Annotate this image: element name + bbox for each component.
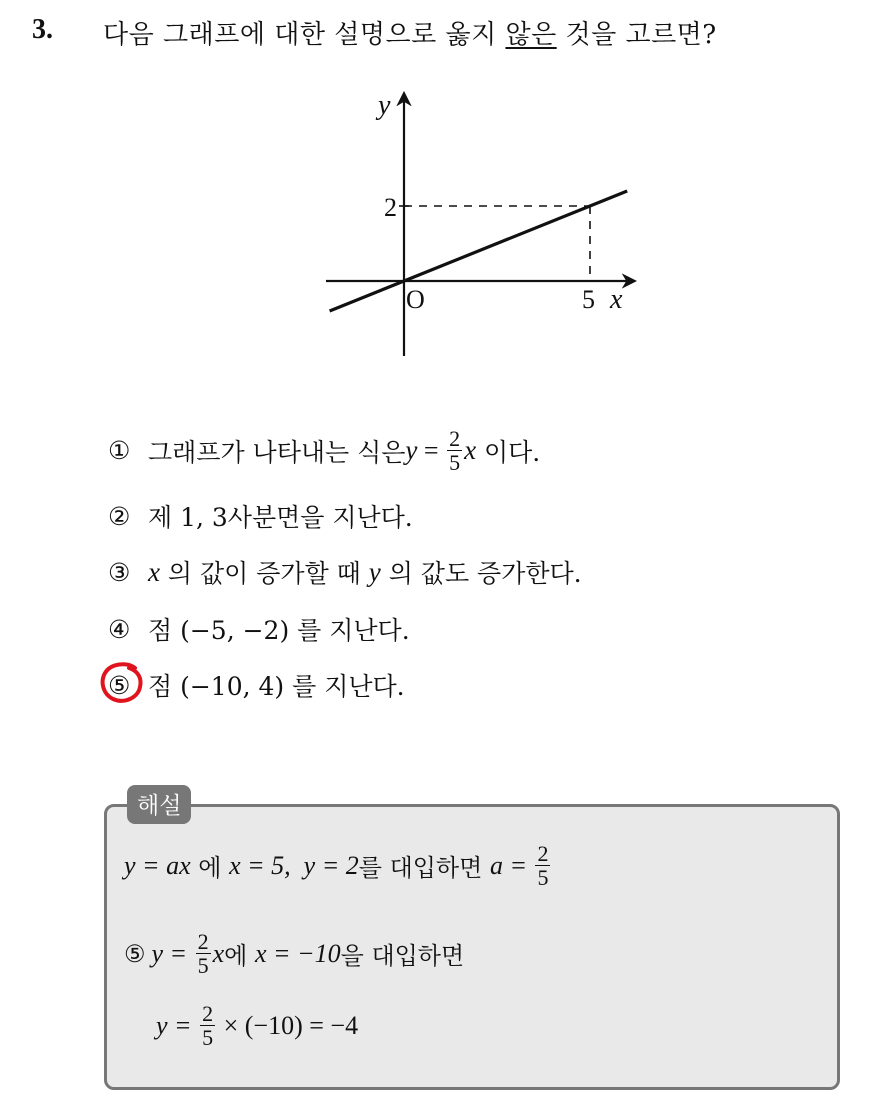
solution-line-2	[124, 930, 464, 977]
choice-1-equals: =	[417, 435, 446, 465]
solution-line-1-fraction	[535, 842, 550, 889]
choice-1-fraction-denominator: 5	[449, 450, 461, 476]
question-text	[103, 14, 717, 51]
choice-4-number: ④	[108, 614, 131, 644]
answer-circle-mark	[99, 660, 145, 704]
choice-1-text-b: 이다.	[476, 437, 541, 467]
solution-line-2-eq1: y =	[151, 938, 194, 968]
solution-line-3-denominator: 5	[202, 1025, 214, 1051]
solution-line-2-num: ⑤	[124, 939, 146, 968]
choice-5-number: ⑤	[108, 670, 131, 700]
choice-4-text: 점 (−5, −2) 를 지난다.	[148, 616, 410, 645]
choice-2-text: 제 1, 3사분면을 지난다.	[148, 503, 413, 532]
solution-tag: 해설	[127, 785, 191, 824]
choice-3[interactable]	[108, 554, 582, 590]
choice-1-var-x: x	[464, 435, 477, 466]
y-tick-label: 2	[384, 193, 397, 222]
choice-5-text: 점 (−10, 4) 를 지난다.	[148, 672, 405, 701]
choice-4[interactable]	[108, 611, 410, 647]
solution-line-1-eq3: a =	[489, 850, 534, 880]
question-text-end: 것을 고르면?	[556, 20, 717, 50]
choice-1-text-a: 그래프가 나타내는 식은	[148, 437, 406, 467]
choice-1-number: ①	[108, 436, 131, 466]
choice-5[interactable]	[108, 667, 405, 703]
y-axis-label: y	[378, 90, 391, 121]
solution-line-1-t1: 에	[190, 854, 230, 883]
solution-line-2-var: x	[212, 938, 225, 968]
x-axis-label: x	[610, 284, 623, 315]
solution-line-1-eq2: x = 5, y = 2	[229, 850, 359, 880]
solution-line-2-numerator: 2	[197, 929, 209, 954]
origin-label: O	[406, 285, 425, 314]
question-text-underlined: 않은	[505, 20, 557, 50]
solution-line-3-fraction	[200, 1002, 215, 1049]
x-tick-label: 5	[582, 285, 595, 314]
solution-line-1-eq1: y = ax	[124, 850, 191, 880]
choice-1-var-y: y	[405, 435, 418, 466]
solution-line-3-eq1: y =	[156, 1010, 199, 1040]
solution-line-1-t2: 를 대입하면	[358, 854, 490, 883]
linear-graph	[320, 88, 650, 360]
solution-line-2-t1: 에	[224, 942, 255, 971]
solution-line-3-numerator: 2	[202, 1001, 214, 1026]
solution-line-2-fraction	[196, 930, 211, 977]
solution-line-2-eq2: x = −10	[254, 938, 341, 968]
solution-line-3-eq2: × (−10) = −4	[217, 1010, 359, 1040]
choice-2[interactable]	[108, 498, 413, 534]
solution-line-2-denominator: 5	[197, 953, 209, 979]
choice-1[interactable]	[108, 427, 540, 474]
solution-line-1	[124, 842, 552, 889]
choice-3-number: ③	[108, 557, 131, 587]
choice-1-fraction-numerator: 2	[449, 426, 461, 451]
choice-3-text-a: 의 값이 증가할 때	[159, 559, 369, 588]
solution-line-3	[156, 1002, 358, 1049]
solution-line-1-denominator: 5	[537, 865, 549, 891]
choice-2-number: ②	[108, 501, 131, 531]
choice-1-fraction	[447, 427, 462, 474]
solution-line-2-t2: 을 대입하면	[340, 942, 465, 971]
question-number: 3.	[32, 14, 53, 45]
choice-3-text-b: 의 값도 증가한다.	[380, 559, 582, 588]
solution-line-1-numerator: 2	[537, 841, 549, 866]
choice-3-var-x: x	[148, 556, 160, 587]
choice-3-var-y: y	[368, 556, 381, 587]
question-text-start: 다음 그래프에 대한 설명으로 옳지	[103, 20, 506, 50]
